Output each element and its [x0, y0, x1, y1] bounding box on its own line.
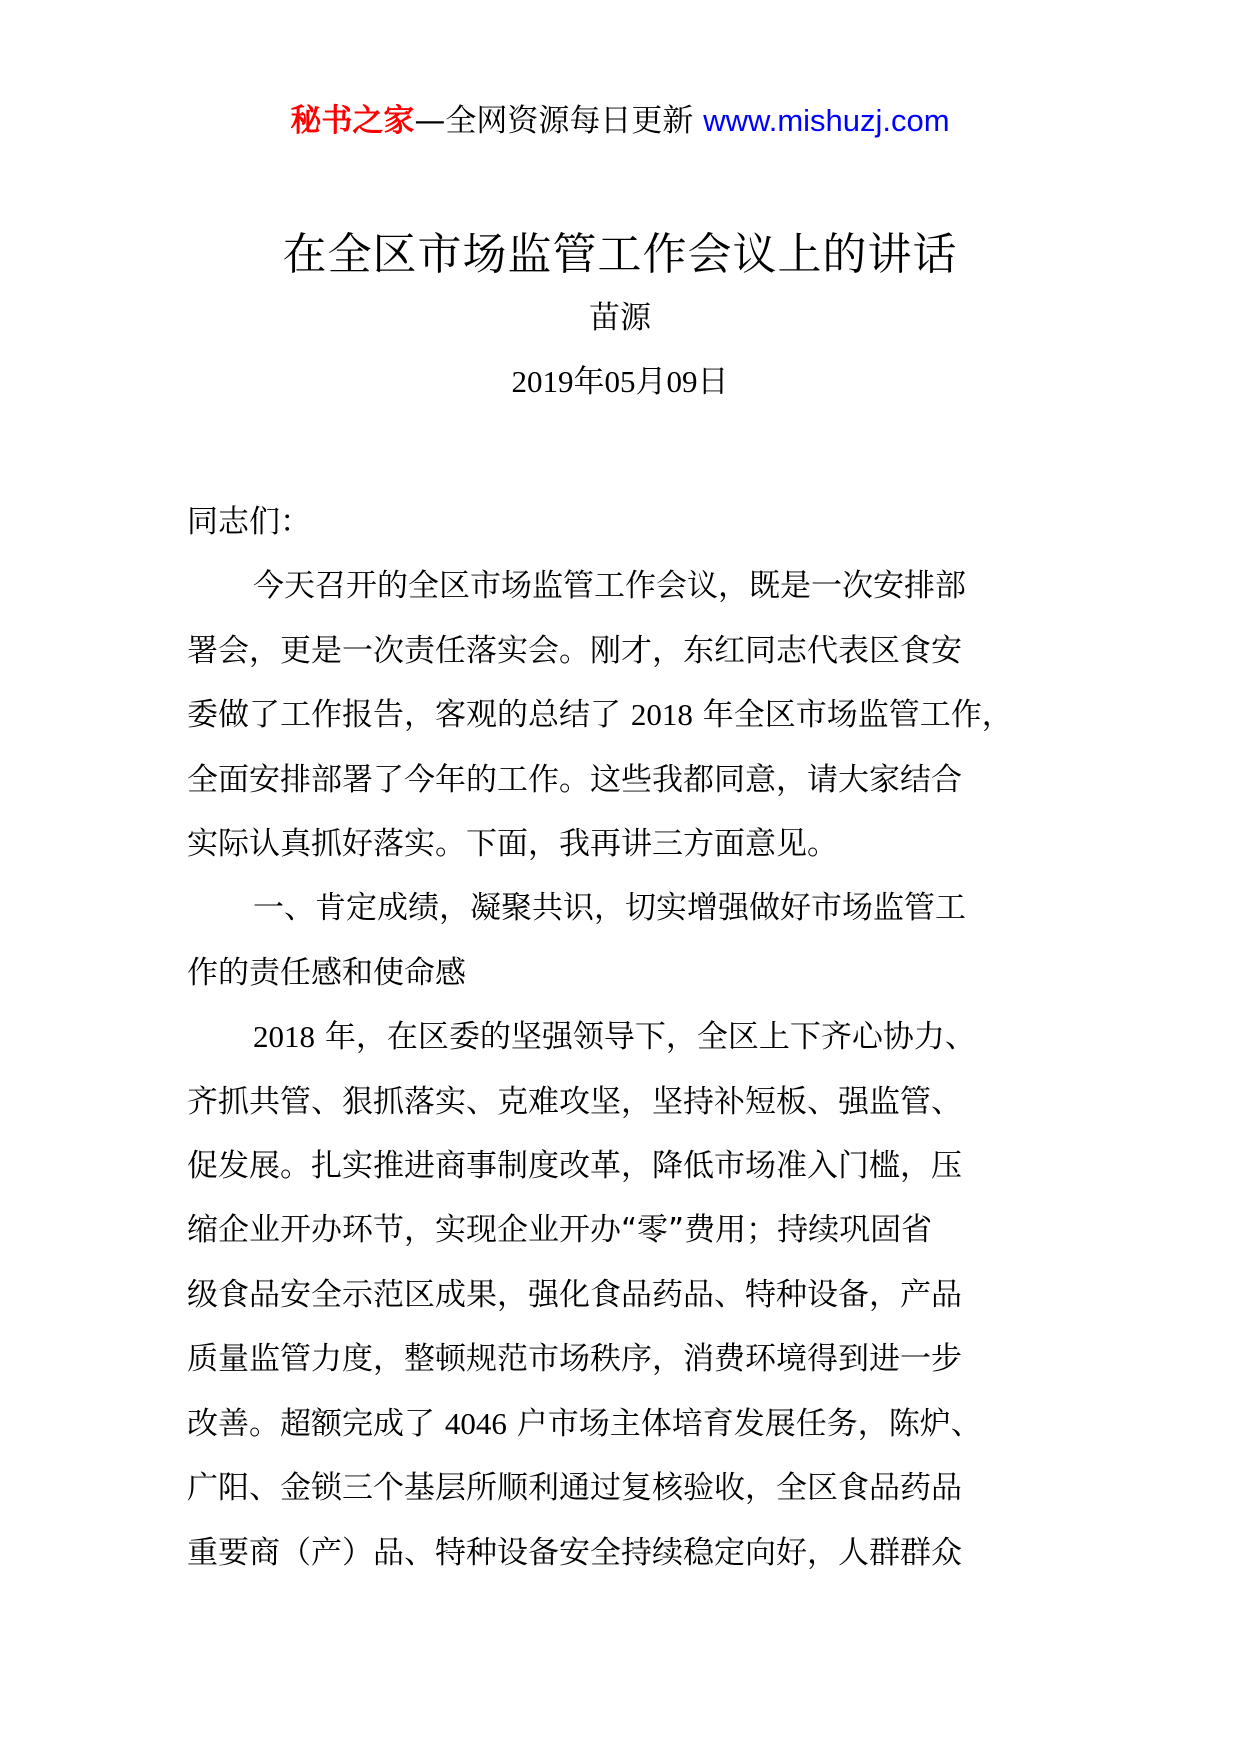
site-header	[0, 101, 1240, 141]
date-month: 05	[604, 364, 636, 399]
body-line: 全面安排部署了今年的工作。这些我都同意，请大家结合	[187, 761, 962, 798]
body-lines	[187, 554, 1077, 1585]
body-line: 缩企业开办环节，实现企业开办“零”费用；持续巩固省	[187, 1212, 933, 1249]
date-year-unit: 年	[573, 364, 605, 400]
body-line: 2018 年，在区委的坚强领导下，全区上下齐心协力、	[253, 1019, 976, 1056]
body-line: 齐抓共管、狠抓落实、克难攻坚，坚持补短板、强监管、	[187, 1083, 962, 1120]
body-line: 今天召开的全区市场监管工作会议，既是一次安排部	[253, 568, 966, 605]
site-url-link[interactable]: www.mishuzj.com	[703, 103, 950, 138]
body-line: 实际认真抓好落实。下面，我再讲三方面意见。	[187, 826, 838, 863]
date-day-unit: 日	[697, 364, 729, 400]
number-text: 4046	[444, 1405, 507, 1441]
document-author: 苗源	[589, 300, 651, 336]
body-line: 作的责任感和使命感	[187, 954, 466, 991]
number-text: 2018	[253, 1019, 315, 1055]
date-month-unit: 月	[635, 364, 667, 400]
document-body	[187, 490, 1077, 1585]
site-brand: 秘书之家	[290, 103, 415, 139]
body-line: 重要商（产）品、特种设备安全持续稳定向好，人群群众	[187, 1534, 962, 1571]
body-line: 署会，更是一次责任落实会。刚才，东红同志代表区食安	[187, 632, 962, 669]
salutation: 同志们：	[187, 504, 311, 540]
body-line: 一、肯定成绩，凝聚共识，切实增强做好市场监管工	[253, 890, 966, 927]
body-line: 委做了工作报告，客观的总结了 2018 年全区市场监管工作，	[187, 697, 1013, 734]
document-title: 在全区市场监管工作会议上的讲话	[282, 229, 958, 280]
date-year: 2019	[511, 364, 574, 399]
body-line: 改善。超额完成了 4046 户市场主体培育发展任务，陈炉、	[187, 1405, 982, 1442]
body-line: 质量监管力度，整顿规范市场秩序，消费环境得到进一步	[187, 1341, 962, 1378]
site-tagline: —全网资源每日更新	[414, 103, 704, 139]
number-text: 2018	[630, 697, 693, 733]
body-line: 促发展。扎实推进商事制度改革，降低市场准入门槛，压	[187, 1148, 962, 1185]
document-date	[0, 360, 1240, 404]
date-day: 09	[666, 364, 698, 399]
body-line: 广阳、金锁三个基层所顺利通过复核验收，全区食品药品	[187, 1470, 962, 1507]
body-line: 级食品安全示范区成果，强化食品药品、特种设备，产品	[187, 1276, 962, 1313]
